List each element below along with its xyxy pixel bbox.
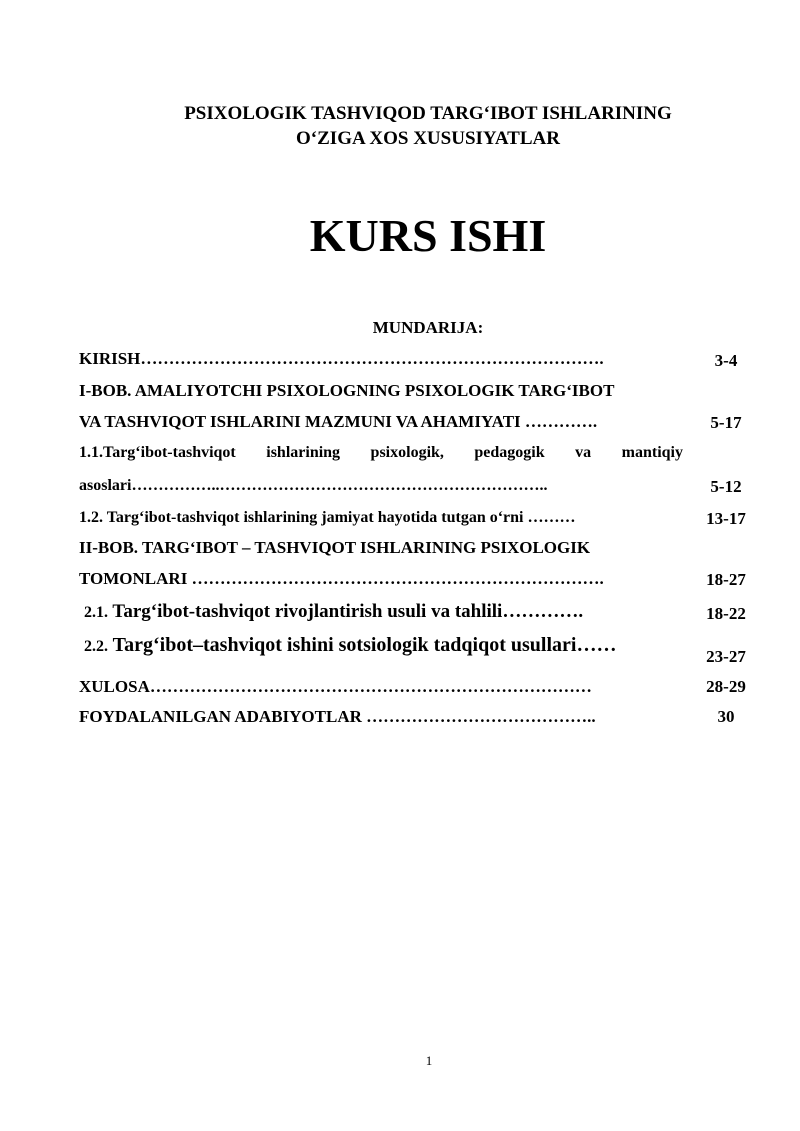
document-type-heading: KURS ISHI <box>309 210 547 261</box>
topic-title-line-2: O‘ZIGA XOS XUSUSIYATLAR <box>296 128 560 149</box>
table-of-contents-heading: MUNDARIJA: <box>372 318 484 337</box>
toc-page-section-1-2: 13-17 <box>706 509 746 528</box>
toc-entry-chapter-2-line-2: TOMONLARI ………………………………………………………………. <box>79 569 604 588</box>
toc-entry-references: FOYDALANILGAN ADABIYOTLAR ………………………………….. <box>79 707 596 726</box>
toc-page-section-1-1: 5-12 <box>710 477 742 496</box>
toc-entry-xulosa: XULOSA…………………………………………………………………… <box>79 677 592 696</box>
toc-entry-section-2-1 <box>84 601 688 624</box>
toc-page-references: 30 <box>717 707 735 726</box>
toc-page-chapter-1: 5-17 <box>710 413 742 432</box>
toc-entry-section-1-1-line-1: 1.1.Targ‘ibot-tashviqot ishlarining psixologik, pedagogik va mantiqiy <box>79 444 683 461</box>
toc-entry-section-2-2-number: 2.2. <box>84 638 108 655</box>
toc-entry-section-2-1-title: Targ‘ibot-tashviqot rivojlantirish usuli va tahlili…………. <box>112 601 584 622</box>
toc-page-chapter-2: 18-27 <box>706 570 746 589</box>
toc-page-xulosa: 28-29 <box>706 677 746 696</box>
topic-title-line-1: PSIXOLOGIK TASHVIQOD TARG‘IBOT ISHLARINING <box>184 103 672 124</box>
toc-entry-section-1-2: 1.2. Targ‘ibot-tashviqot ishlarining jamiyat hayotida tutgan o‘rni ……… <box>79 509 576 526</box>
toc-entry-chapter-1-line-1: I-BOB. AMALIYOTCHI PSIXOLOGNING PSIXOLOGIK TARG‘IBOT <box>79 381 615 400</box>
toc-page-section-2-2: 23-27 <box>706 647 746 666</box>
page-number: 1 <box>425 1053 433 1068</box>
topic-title <box>60 101 796 151</box>
toc-page-section-2-1: 18-22 <box>706 604 746 623</box>
toc-entry-section-2-2 <box>84 634 688 658</box>
toc-entry-chapter-1-line-2: VA TASHVIQOT ISHLARINI MAZMUNI VA AHAMIYATI …………. <box>79 412 598 431</box>
toc-entry-chapter-2-line-1: II-BOB. TARG‘IBOT – TASHVIQOT ISHLARINING PSIXOLOGIK <box>79 538 591 557</box>
toc-entry-section-2-2-title: Targ‘ibot–tashviqot ishini sotsiologik tadqiqot usullari…… <box>112 634 617 656</box>
toc-entry-section-2-1-number: 2.1. <box>84 604 108 621</box>
toc-entry-kirish: KIRISH………………………………………………………………………. <box>79 349 604 368</box>
toc-page-kirish: 3-4 <box>714 351 738 370</box>
toc-entry-section-1-1-line-2: asoslari……………..…………………………………………………….. <box>79 477 548 494</box>
